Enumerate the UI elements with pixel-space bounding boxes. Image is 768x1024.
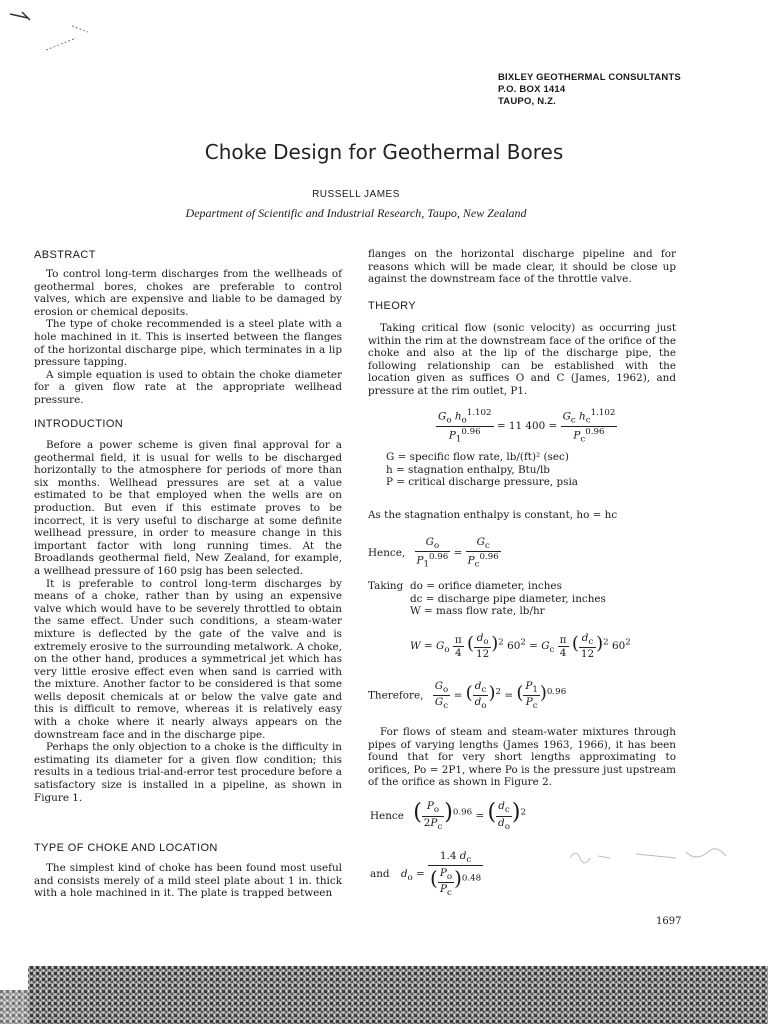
page-number: 1697: [656, 916, 682, 927]
address-line: BIXLEY GEOTHERMAL CONSULTANTS: [498, 72, 681, 83]
pencil-annotation: [566, 844, 736, 868]
equation-constant: = 11 400 =: [496, 420, 558, 433]
equation-mass-flow: $W = G_o$ $\frac{\pi}{4}$ ( $\frac{d_o}{12}$ )$^2$ $60^2 = G_c$ $\frac{\pi}{4}$ ( $\frac{d_c}{12}$ )$^2$ $60^2$: [410, 632, 631, 661]
definition-line: dc = discharge pipe diameter, inches: [410, 592, 606, 605]
definition-line: W = mass flow rate, lb/hr: [410, 605, 545, 618]
flows-paragraph: For flows of steam and steam-water mixtures through pipes of varying lengths (James 1963, 1966), it has been found that for very short lengths approximating to orifices, Po = 2P1, where Po is the pressure just upstream of the orifice as shown in Figure 2.: [368, 726, 676, 789]
equation-critical-flow: $\frac{G_o h_o^{1.102}}{P_1^{0.96}}$ = 11 400 = $\frac{G_c h_c^{1.102}}{P_c^{0.96}}$: [438, 408, 616, 445]
stagnation-statement: As the stagnation enthalpy is constant, ho = hc: [368, 509, 618, 521]
abstract-paragraph: A simple equation is used to obtain the choke diameter for a given flow rate at the appropriate wellhead pressure.: [34, 368, 342, 406]
theory-paragraph: Taking critical flow (sonic velocity) as occurring just within the rim at the downstream face of the orifice of the choke and also at the lip of the discharge pipe, the following relationship can be established with the location given as suffices O and C (James, 1962), and pressure at the rim outlet, P1.: [368, 322, 676, 397]
introduction-paragraph: Perhaps the only objection to a choke is the difficulty in estimating its diameter for a given flow condition; this results in a tedious trial-and-error test procedure before a satisfactory size is installed in a pipeline, as shown in Figure 1.: [34, 741, 342, 804]
definition-line: G = specific flow rate, lb/(ft)² (sec): [386, 451, 569, 463]
definition-line: do = orifice diameter, inches: [410, 580, 562, 592]
taking-label: Taking: [368, 580, 404, 592]
equation-hence-pressure: Hence ( $\frac{P_o}{2P_c}$ )$^{0.96}$ = ( $\frac{d_c}{d_o}$ )$^2$: [370, 800, 527, 832]
definition-line: P = critical discharge pressure, psia: [386, 476, 578, 489]
scan-noise-strip: [0, 960, 768, 1024]
address-line: TAUPO, N.Z.: [498, 96, 556, 107]
diameter-definitions: [410, 580, 606, 618]
equation-hence: Hence, $\frac{G_o}{P_1^{0.96}}$ = $\frac{G_c}{P_c^{0.96}}$: [368, 536, 499, 570]
introduction-paragraph: It is preferable to control long-term discharges by means of a choke, rather than by using an expensive valve which would have to be severely throttled to obtain the same effect. Under such conditions, a steam-water mixture is deflected by the gate of the valve and is extremely erosive to the surrounding metalwork. A choke, on the other hand, produces a symmetrical jet which has very little erosive effect even when sand is carried with the mixture. Another factor to be considered is that some wells deposit chemicals at or below the valve gate and this is difficult to remove, whereas it is relatively easy with a choke where it nearly always appears on the downstream face and in the discharge pipe.: [34, 577, 342, 741]
paper-affiliation: Department of Scientific and Industrial Research, Taupo, New Zealand: [185, 206, 527, 220]
introduction-paragraph: Before a power scheme is given final approval for a geothermal field, it is usual for wells to be discharged horizontally to the atmosphere for periods of more than six months. Wellhead pressures are set at a value estimated to be that employed when the wells are on production. But even if this estimate proves to be incorrect, it is very useful to discharge at some definite wellhead pressure, in order to measure change in this important factor with long running times. At the Broadlands geothermal field, New Zealand, for example, a wellhead pressure of 160 psig has been selected.: [34, 439, 342, 577]
type-of-choke-heading: TYPE OF CHOKE AND LOCATION: [34, 842, 218, 854]
definition-line: h = stagnation enthalpy, Btu/lb: [386, 463, 550, 476]
abstract-paragraph: To control long-term discharges from the wellheads of geothermal bores, chokes are preferable to control valves, which are expensive and liable to be damaged by erosion or chemical deposits.: [34, 268, 342, 318]
type-of-choke-paragraph: The simplest kind of choke has been found most useful and consists merely of a mild steel plate about 1 in. thick with a hole machined in it. The plate is trapped between: [34, 862, 342, 900]
type-of-choke-body: [34, 862, 342, 900]
introduction-heading: INTRODUCTION: [34, 418, 124, 430]
abstract-heading: ABSTRACT: [34, 249, 96, 261]
paper-title: Choke Design for Geothermal Bores: [204, 140, 564, 164]
equation-orifice-diameter: and $d_o$ = 1.4 $d_c$ ( $\frac{P_o}{P_c}$ )$^{0.48}$: [370, 850, 482, 898]
theory-heading: THEORY: [368, 300, 417, 312]
theory-body: [368, 322, 676, 398]
introduction-body: [34, 439, 342, 804]
continuation-paragraph: flanges on the horizontal discharge pipeline and for reasons which will be made clear, it should be close up against the downstream face of the throttle valve.: [368, 248, 676, 286]
address-line: P.O. BOX 1414: [498, 84, 566, 95]
abstract-paragraph: The type of choke recommended is a steel plate with a hole machined in it. This is inserted between the flanges of the horizontal discharge pipe, which terminates in a lip pressure tapping.: [34, 318, 342, 369]
variable-definitions: [386, 451, 578, 489]
consultant-address-stamp: [498, 72, 681, 108]
flows-body: [368, 726, 676, 789]
abstract-body: [34, 268, 342, 407]
scan-artifact-mark: [6, 8, 96, 58]
paper-author: RUSSELL JAMES: [312, 189, 400, 200]
equation-therefore: Therefore, $\frac{G_o}{G_c}$ = ( $\frac{d_c}{d_o}$ )$^2$ = ( $\frac{P_1}{P_c}$ )$^{0.96}$: [368, 680, 567, 712]
right-continuation: [368, 248, 676, 286]
